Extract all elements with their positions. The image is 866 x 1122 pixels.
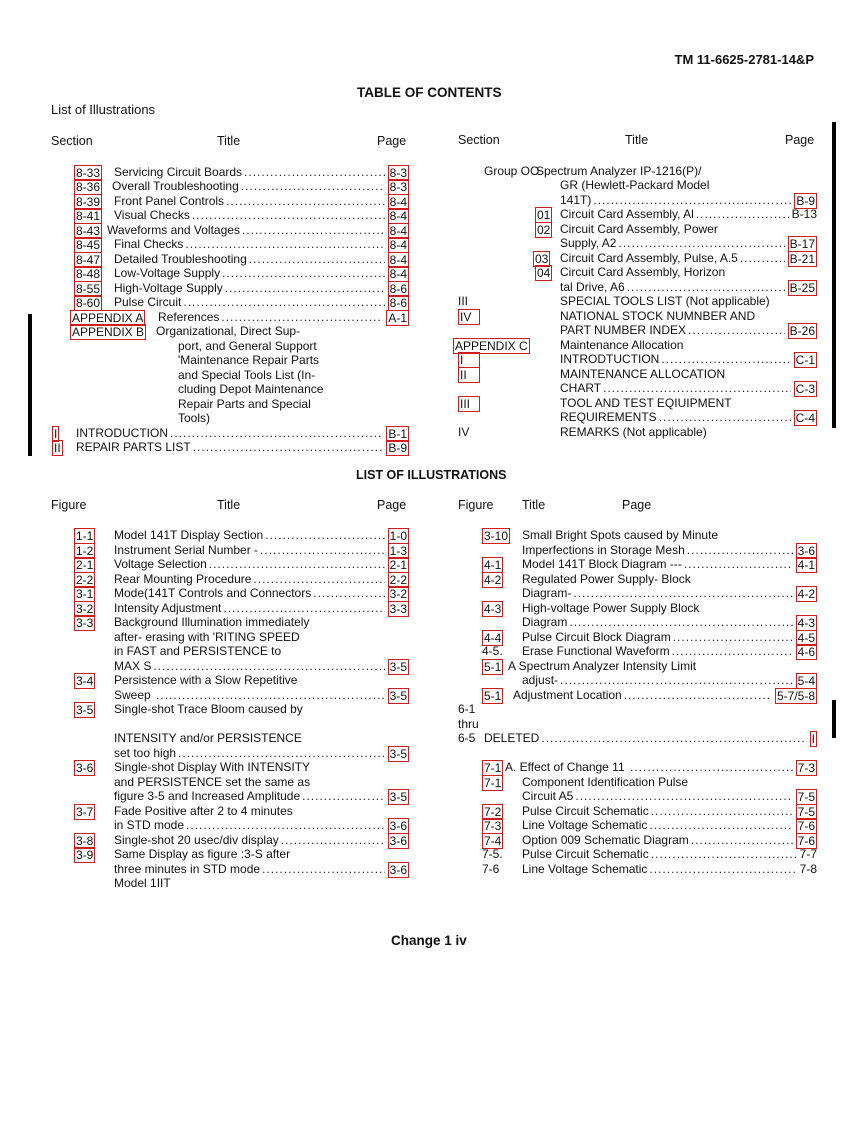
figure-code: 5-1 [484,688,502,703]
section-code: III [458,396,480,412]
section-code: 01 [537,208,551,222]
leader-dots [265,528,384,542]
entry-title: REMARKS (Not applicable) [560,424,707,439]
page-footer: Change 1 iv [391,933,467,948]
loi-left-header-figure: Figure [51,498,87,512]
document-number: TM 11-6625-2781-14&P [674,52,814,67]
page-number: 3-6 [389,833,407,848]
page-number: 4-2 [797,587,815,601]
entry-title: after- erasing with 'RITING SPEED [114,629,300,644]
entry-title: Voltage Selection [114,557,207,571]
leader-dots [249,252,385,266]
entry-title: Diagram [522,615,568,629]
entry-title: Small Bright Spots caused by Minute [522,528,719,542]
leader-dots [740,251,785,265]
section-code: II [458,367,480,383]
section-code: III [458,294,469,308]
page-number: 5-7/5-8 [776,688,815,703]
page-number: 7-8 [799,861,817,876]
leader-dots [260,543,385,557]
leader-dots [185,237,384,251]
page-number: 2-1 [389,558,407,572]
figure-code: 3-2 [76,601,94,616]
loi-left-header-title: Title [217,498,241,512]
leader-dots [687,543,793,557]
entry-title: Model 1IIT [114,876,171,890]
entry-title: Spectrum Analyzer IP-1216(P)/ [536,163,702,178]
figure-code: 6-5 [458,731,476,745]
figure-code: 4-1 [484,558,502,572]
figure-code: 2-1 [76,558,94,572]
entry-title: Intensity Adjustment [114,600,222,615]
entry-title: Line Voltage Schematic [522,818,648,832]
entry-title: Circuit Card Assembly, Pulse, A.5 [560,250,738,265]
leader-dots [573,586,792,600]
page-number: 7-6 [797,819,815,833]
figure-code: 1-1 [76,529,94,543]
figure-code: 3-6 [76,761,94,775]
section-code: 8-55 [76,281,101,296]
leader-dots [226,194,385,208]
entry-title: MAINTENANCE ALLOCATION [560,366,726,381]
toc-left-header-title: Title [217,134,241,148]
entry-title: REPAIR PARTS LIST [76,440,191,454]
leader-dots [241,179,385,193]
page-number: B-26 [789,324,815,338]
entry-title: tal Drive, A6 [560,279,625,294]
figure-code: 4-2 [484,572,502,587]
leader-dots [192,208,385,222]
entry-title: Circuit Card Assembly, Al [560,207,694,221]
entry-title: A Spectrum Analyzer Intensity Limit [508,658,697,673]
page-number: 3-5 [389,790,407,804]
section-code: 8-39 [76,194,101,209]
page-number: B-13 [791,207,817,221]
figure-code: 7-1 [484,775,502,790]
leader-dots [603,381,791,395]
entry-title: Waveforms and Voltages [107,222,240,237]
page-number: 3-2 [389,587,407,601]
page-number: C-1 [795,353,815,367]
figure-code: 7-5. [482,847,503,861]
entry-title: Pulse Circuit Schematic [522,847,649,861]
leader-dots [618,236,784,250]
page-number: 4-5 [797,630,815,645]
section-code: IV [458,309,480,325]
page-number: 8-4 [389,194,407,209]
section-code: 8-36 [76,180,101,194]
leader-dots [223,601,384,615]
leader-dots [156,688,385,702]
entry-title: Low-Voltage Supply [114,266,221,280]
leader-dots [630,760,793,774]
entry-title: Regulated Power Supply- Block [522,571,691,586]
entry-title: Final Checks [114,237,184,251]
figure-code: 4-4 [484,630,502,645]
page-number: 8-3 [389,165,407,180]
leader-dots [302,789,385,803]
loi-right-header-page: Page [622,498,652,512]
page-number: 3-3 [389,601,407,616]
entry-title: Sweep [114,687,151,702]
section-code: I [54,426,58,441]
entry-title: 'Maintenance Repair Parts [178,353,320,367]
entry-title: Fade Positive after 2 to 4 minutes [114,803,293,818]
entry-title: Mode(141T Controls and Connectors [114,586,312,600]
entry-title: and Special Tools List (In- [178,367,316,382]
leader-dots [575,789,792,803]
page-number: C-4 [795,411,815,425]
figure-code: 7-1 [484,761,502,775]
change-bar-right-top [832,122,836,428]
entry-title: Servicing Circuit Boards [114,164,243,179]
page-number: 7-6 [797,833,815,848]
leader-dots [262,862,385,876]
page-number: 8-4 [389,209,407,223]
toc-title: TABLE OF CONTENTS [357,85,502,100]
leader-dots [221,310,383,324]
section-code: 8-48 [76,267,101,281]
page-number: I [811,732,815,746]
figure-code: 4-5. [482,644,503,658]
page-number: B-1 [388,426,407,441]
toc-right-header-title: Title [625,133,649,147]
leader-dots [242,223,385,237]
page-number: 1-3 [389,543,407,558]
entry-title: Diagram- [522,586,572,600]
section-code: 02 [537,222,551,237]
entry-title: three minutes in STD mode [114,861,261,876]
page-number: 3-6 [389,862,407,877]
page-number: 8-4 [389,252,407,267]
page-number: 4-6 [797,645,815,659]
entry-title: Instrument Serial Number - [114,542,259,557]
figure-code: 3-10 [484,529,509,543]
leader-dots [651,847,798,861]
page-number: 3-6 [797,543,815,558]
leader-dots [672,644,793,658]
section-code: 04 [537,266,551,280]
page-number: 8-4 [389,267,407,281]
toc-right-header-page: Page [785,133,815,147]
page-number: C-3 [795,382,815,396]
entry-title: Component Identification Pulse [522,774,689,789]
page-number: B-9 [388,441,407,455]
page-number: 8-4 [389,223,407,238]
entry-title: Circuit Card Assembly, Power [560,221,718,236]
entry-title: Pulse Circuit Schematic [522,803,649,818]
entry-title: SPECIAL TOOLS LIST (Not applicable) [560,294,770,308]
entry-title: cluding Depot Maintenance [178,382,324,396]
page-number: B-9 [796,193,815,208]
leader-dots [659,410,791,424]
entry-title: Pulse Circuit [114,295,182,309]
entry-title: Visual Checks [114,208,190,222]
list-of-illustrations-subtitle: List of Illustrations [51,102,156,117]
entry-title: Erase Functional Waveform [522,644,670,658]
entry-title: INTENSITY and/or PERSISTENCE [114,731,302,745]
page-number: 8-4 [389,238,407,252]
entry-title: Repair Parts and Special [178,396,311,411]
entry-title: Imperfections in Storage Mesh [522,542,685,557]
entry-title: NATIONAL STOCK NUMNBER AND [560,308,756,323]
entry-title: 141T) [560,192,592,207]
figure-code: 3-8 [76,833,94,848]
leader-dots [253,572,384,586]
entry-title: Adjustment Location [513,687,622,702]
entry-title: adjust- [522,673,559,687]
change-bar-right-mid [832,700,836,738]
section-code: I [458,352,480,368]
section-code: Group OO [484,163,540,178]
entry-title: A. Effect of Change 11 [505,760,625,774]
leader-dots [225,281,385,295]
leader-dots [661,352,790,366]
page-number: B-25 [789,280,815,295]
figure-code: 6-1 [458,702,476,716]
entry-title: TOOL AND TEST EQIUIPMENT [560,395,732,410]
figure-code: 7-2 [484,804,502,819]
entry-title: Option 009 Schematic Diagram [522,832,689,847]
section-code: 8-41 [76,209,101,223]
leader-dots [651,804,793,818]
leader-dots [560,673,793,687]
section-code: APPENDIX C [455,338,528,353]
page-number: 3-5 [389,659,407,674]
page-number: 7-5 [797,804,815,819]
entry-title: Single-shot Display With INTENSITY [114,760,311,774]
figure-code: 3-9 [76,848,94,862]
entry-title: Model 141T Block Diagram --- [522,557,682,571]
page-number: 3-6 [389,819,407,833]
entry-title: REQUIREMENTS [560,410,657,424]
section-code: 8-47 [76,252,101,267]
entry-title: Front Panel Controls [114,193,225,208]
leader-dots [193,440,384,454]
leader-dots [624,688,772,702]
page-number: 4-1 [797,558,815,572]
entry-title: INTRODTUCTION [560,352,660,366]
leader-dots [170,426,383,440]
page-number: 8-6 [389,296,407,310]
leader-dots [244,165,385,179]
figure-code: 3-5 [76,703,94,717]
section-code: 8-45 [76,238,101,252]
page-number: 4-3 [797,616,815,630]
entry-title: Pulse Circuit Block Diagram [522,629,671,644]
page-number: 3-5 [389,688,407,703]
entry-title: CHART [560,381,602,395]
page-number: 3-5 [389,746,407,761]
entry-title: Single-shot Trace Bloom caused by [114,702,303,716]
entry-title: Tools) [178,411,211,425]
entry-title: GR (Hewlett-Packard Model [560,178,710,192]
leader-dots [684,557,793,571]
change-bar-left [28,314,32,456]
leader-dots [281,833,385,847]
page-number: B-17 [789,237,815,251]
entry-title: and PERSISTENCE set the same as [114,774,311,789]
page-number: B-21 [789,251,815,266]
entry-title: Line Voltage Schematic [522,861,648,876]
entry-title: Organizational, Direct Sup- [156,324,301,338]
figure-code: thru [458,716,479,731]
entry-title: figure 3-5 and Increased Amplitude [114,789,301,803]
leader-dots [153,659,384,673]
toc-left-header-section: Section [51,134,93,148]
figure-code: 3-4 [76,674,94,688]
entry-title: Background Illumination immediately [114,615,310,629]
leader-dots [627,280,785,294]
section-code: APPENDIX B [72,325,145,339]
figure-code: 5-1 [484,659,502,674]
page-number: A-1 [388,310,407,325]
page-number: 7-5 [797,790,815,804]
entry-title: Overall Troubleshooting [112,179,239,193]
toc-right-header-section: Section [458,133,500,147]
entry-title: Circuit Card Assembly, Horizon [560,265,726,279]
figure-code: 3-3 [76,616,94,630]
entry-title: Detailed Troubleshooting [114,251,247,266]
leader-dots [673,630,793,644]
entry-title: PART NUMBER INDEX [560,323,687,337]
entry-title: in STD mode [114,818,185,832]
entry-title: Circuit A5 [522,789,574,803]
leader-dots [593,193,791,207]
page-number: 5-4 [797,674,815,688]
entry-title: DELETED [484,731,540,745]
section-code: II [54,441,61,455]
leader-dots [691,833,793,847]
leader-dots [569,615,792,629]
entry-title: in FAST and PERSISTENCE to [114,644,282,658]
entry-title: port, and General Support [178,338,317,353]
figure-code: 4-3 [484,601,502,616]
page-number: 7-3 [797,761,815,775]
figure-code: 7-3 [484,819,502,833]
entry-title: INTRODUCTION [76,425,168,440]
page-number: 1-0 [389,529,407,543]
entry-title: set too high [114,745,177,760]
leader-dots [183,295,384,309]
entry-title: Rear Mounting Procedure [114,571,252,586]
figure-code: 7-6 [482,861,500,876]
figure-code: 7-4 [484,833,502,848]
entry-title: High-voltage Power Supply Block [522,600,700,615]
entry-title: Maintenance Allocation [560,337,684,352]
section-code: APPENDIX A [72,310,144,325]
section-code: 8-43 [76,223,101,238]
figure-code: 3-1 [76,587,94,601]
entry-title: Supply, A2 [560,236,617,250]
entry-title: Model 141T Display Section [114,528,264,542]
entry-title: References [158,309,220,324]
page-number: 8-3 [389,180,407,194]
section-code: 8-33 [76,165,101,180]
entry-title: Single-shot 20 usec/div display [114,832,279,847]
page-number: 2-2 [389,572,407,587]
leader-dots [209,557,385,571]
section-code: IV [458,424,470,439]
leader-dots [688,323,785,337]
leader-dots [186,818,385,832]
leader-dots [649,818,792,832]
figure-code: 3-7 [76,804,94,819]
loi-right-header-figure: Figure [458,498,494,512]
leader-dots [541,731,806,745]
section-code: 03 [535,251,549,266]
section-code: 8-60 [76,296,101,310]
toc-left-header-page: Page [377,134,407,148]
loi-left-header-page: Page [377,498,407,512]
figure-code: 2-2 [76,572,94,587]
figure-code: 1-2 [76,543,94,558]
leader-dots [649,862,797,876]
entry-title: Persistence with a Slow Repetitive [114,673,298,687]
page-number: 7-7 [799,847,817,861]
leader-dots [178,746,385,760]
leader-dots [222,266,385,280]
leader-dots [313,586,384,600]
entry-title: Same Display as figure :3-S after [114,847,291,861]
entry-title: MAX S [114,658,152,673]
loi-right-header-title: Title [522,498,546,512]
page-number: 8-6 [389,281,407,296]
loi-title: LIST OF ILLUSTRATIONS [356,468,507,482]
leader-dots [696,207,790,221]
entry-title: High-Voltage Supply [114,280,223,295]
